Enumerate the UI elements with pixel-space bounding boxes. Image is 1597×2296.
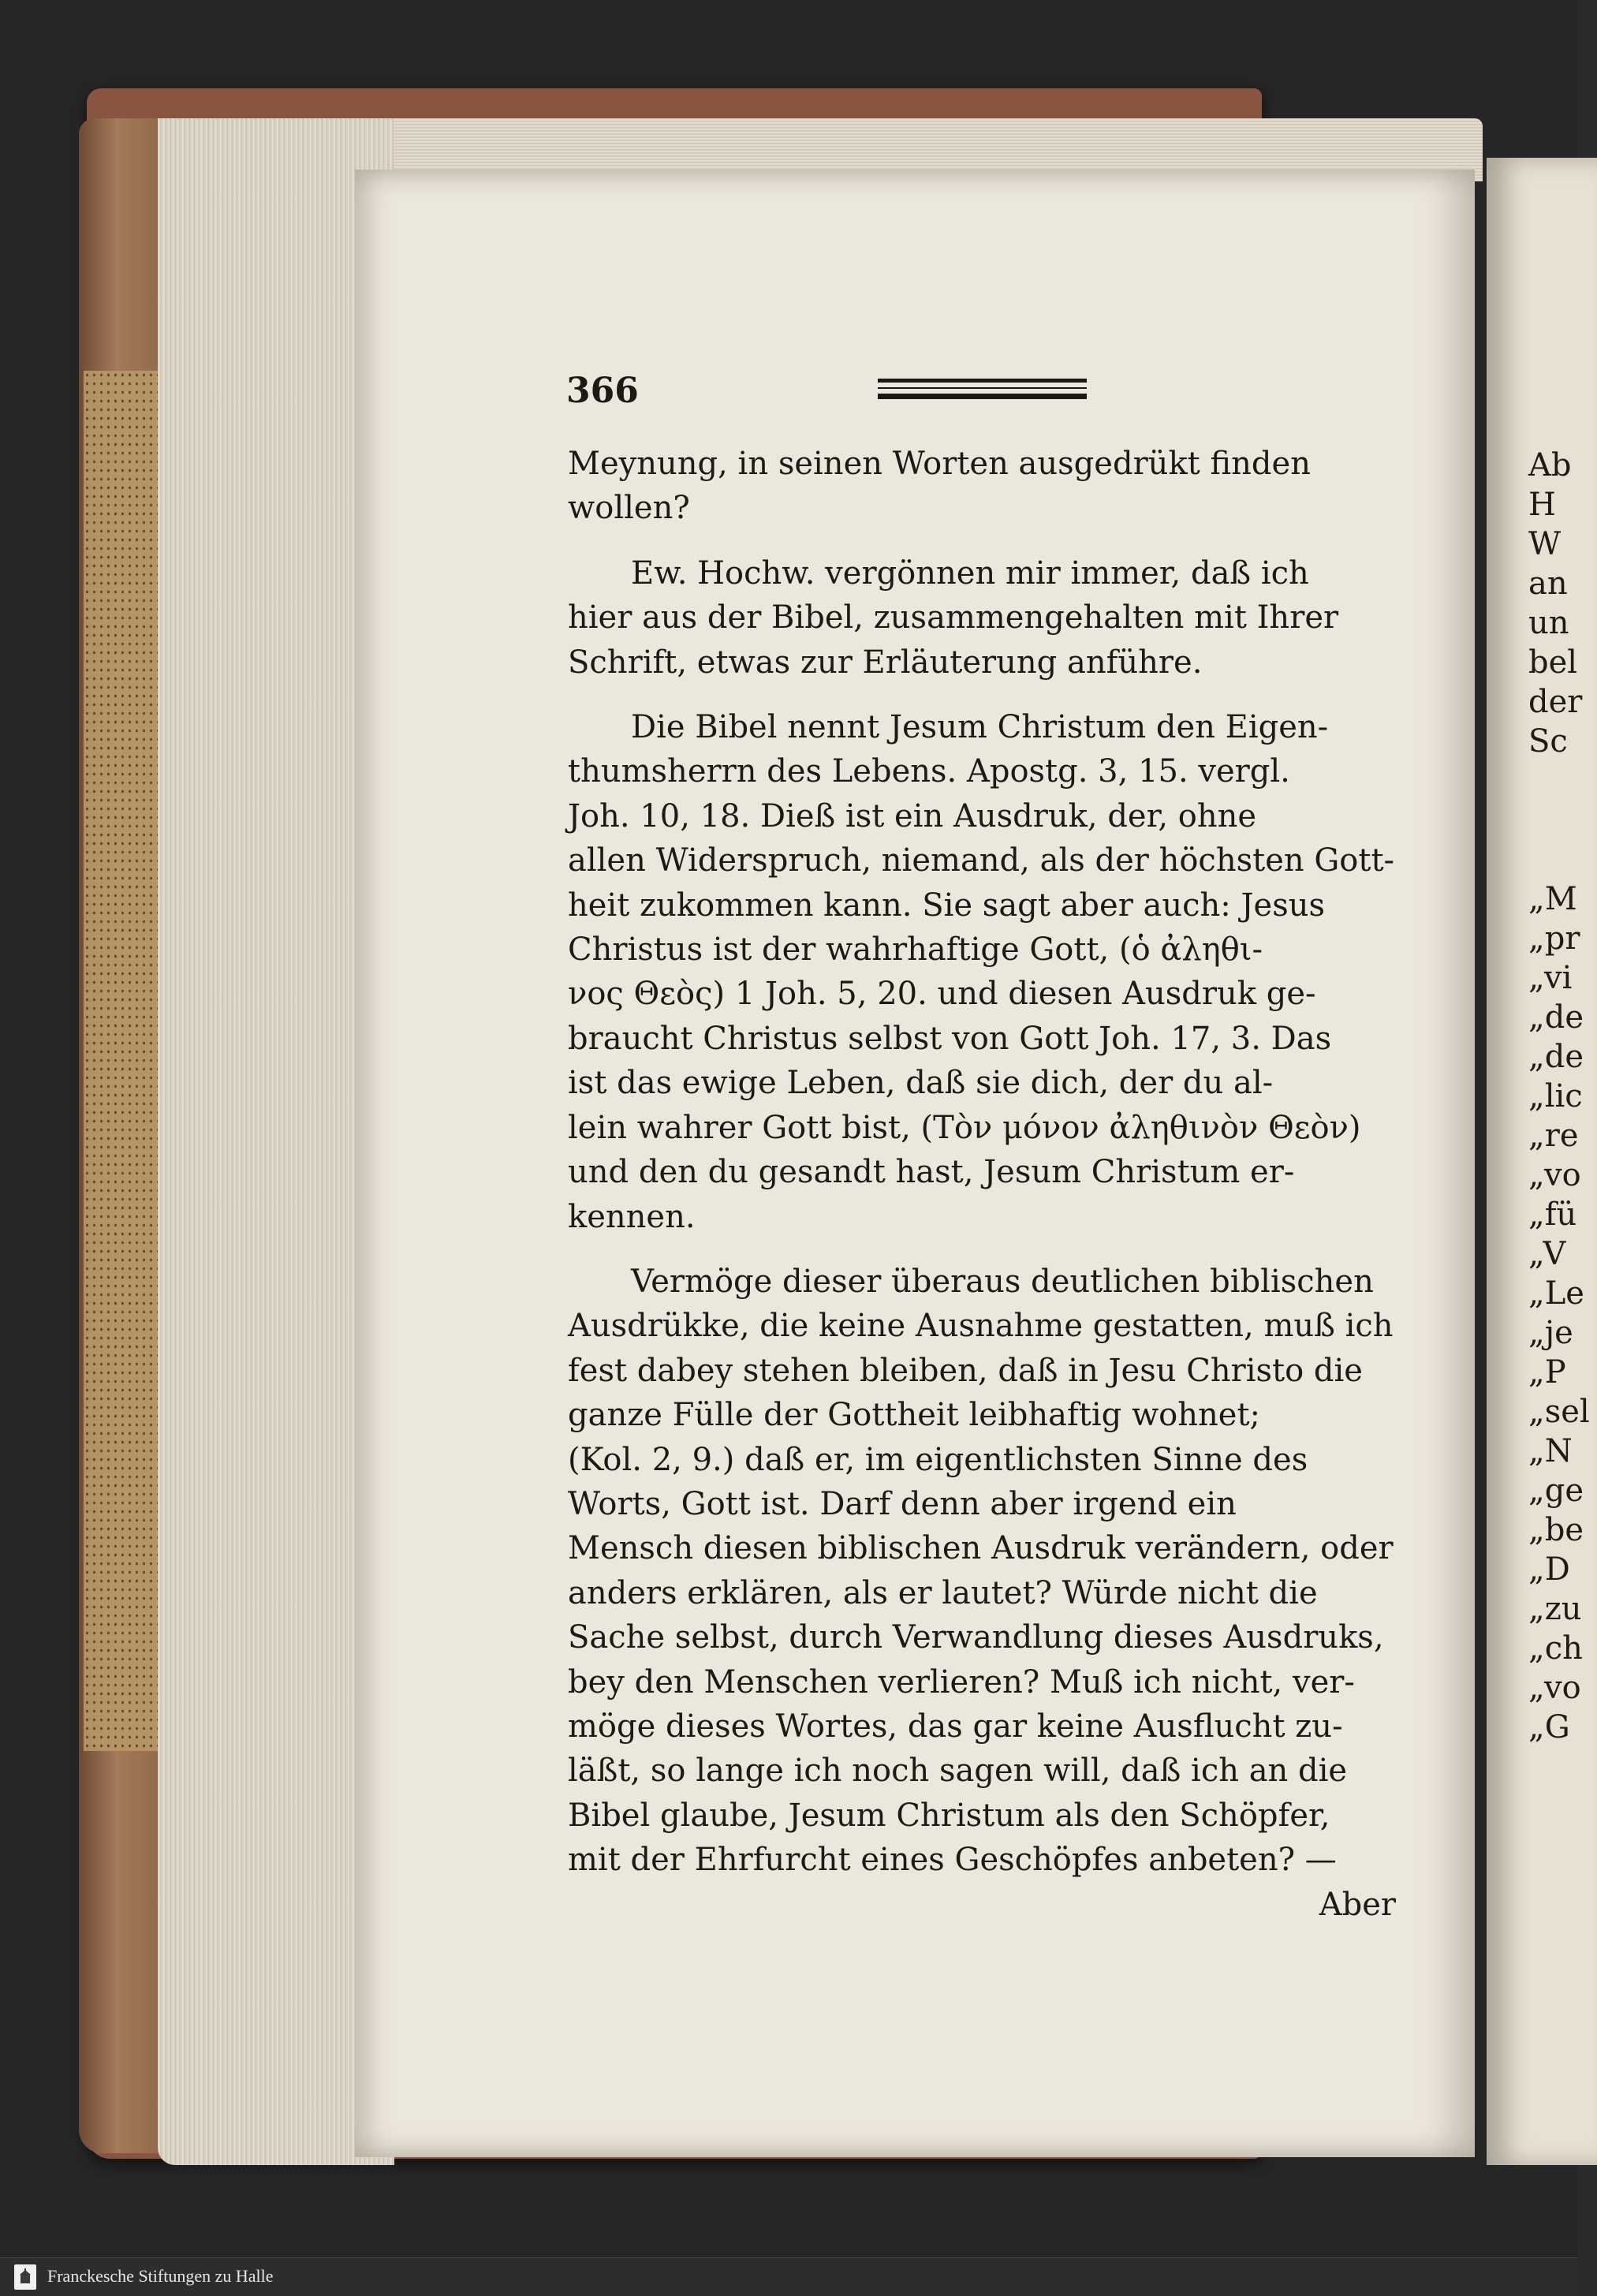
text-line: ganze Fülle der Gottheit leibhaftig wohnet; (568, 1397, 1261, 1434)
facing-line-fragment (1528, 761, 1584, 879)
text-line: hier aus der Bibel, zusammengehalten mit Ihrer (568, 599, 1339, 637)
text-line: wollen? (568, 490, 690, 527)
text-line: ist das ewige Leben, daß sie dich, der du al- (568, 1065, 1274, 1102)
facing-line-fragment: „je (1528, 1315, 1573, 1351)
text-line: Sache selbst, durch Verwandlung dieses Ausdruks, (568, 1619, 1384, 1656)
text-line: mit der Ehrfurcht eines Geschöpfes anbeten? — (568, 1842, 1337, 1879)
facing-line-fragment: „de (1528, 1039, 1584, 1075)
text-line: Bibel glaube, Jesum Christum als den Schöpfer, (568, 1797, 1330, 1834)
facing-line-fragment: bel (1528, 644, 1578, 681)
facing-line-fragment: an (1528, 566, 1568, 602)
facing-line-fragment: „ch (1528, 1630, 1583, 1667)
paragraph (568, 1260, 1404, 1883)
paragraph (568, 551, 1404, 685)
header-ornament-rule (878, 379, 1087, 399)
text-line: heit zukommen kann. Sie sagt aber auch: Jesus (568, 887, 1326, 924)
facing-line-fragment: „de (1528, 999, 1584, 1036)
text-line: kennen. (568, 1198, 696, 1235)
facing-line-fragment: „N (1528, 1433, 1573, 1469)
facing-line-fragment: „re (1528, 1118, 1579, 1154)
text-line: thumsherrn des Lebens. Apostg. 3, 15. vergl. (568, 753, 1290, 790)
facing-line-fragment: „vi (1528, 960, 1573, 996)
text-line: νος Θεὸς) 1 Joh. 5, 20. und diesen Ausdruk ge- (568, 976, 1316, 1013)
text-line: möge dieses Wortes, das gar keine Ausflucht zu- (568, 1708, 1343, 1745)
facing-line-fragment: Sc (1528, 723, 1568, 760)
facing-line-fragment: „V (1528, 1236, 1566, 1272)
text-line: Mensch diesen biblischen Ausdruk verändern, oder (568, 1530, 1394, 1567)
text-line: Worts, Gott ist. Darf denn aber irgend ein (568, 1485, 1237, 1522)
facing-line-fragment: W (1528, 526, 1562, 562)
page-number: 366 (566, 371, 639, 411)
text-line: Ausdrükke, die keine Ausnahme gestatten, muß ich (568, 1308, 1394, 1345)
text-line: braucht Christus selbst von Gott Joh. 17, 3. Das (568, 1020, 1332, 1057)
paragraph (568, 442, 1404, 531)
text-line: fest dabey stehen bleiben, daß in Jesu Christo die (568, 1352, 1363, 1389)
text-line: bey den Menschen verlieren? Muß ich nicht, ver- (568, 1663, 1355, 1701)
text-line: Die Bibel nennt Jesum Christum den Eigen- (631, 709, 1329, 746)
facing-line-fragment: „D (1528, 1551, 1570, 1588)
catchword: Aber (1319, 1886, 1396, 1923)
text-line: läßt, so lange ich noch sagen will, daß ich an die (568, 1753, 1348, 1790)
text-line: lein wahrer Gott bist, (Τὸν μόνον ἀληθινὸν Θεὸν) (568, 1109, 1361, 1146)
text-line: anders erklären, als er lautet? Würde nicht die (568, 1574, 1318, 1611)
facing-line-fragment: „zu (1528, 1591, 1582, 1627)
text-line: (Kol. 2, 9.) daß er, im eigentlichsten Sinne des (568, 1441, 1308, 1478)
facing-line-fragment: „fü (1528, 1197, 1577, 1233)
institution-name: Franckesche Stiftungen zu Halle (47, 2266, 274, 2286)
page-body-text (568, 442, 1404, 1927)
facing-line-fragment: „ge (1528, 1473, 1584, 1509)
text-line: Meynung, in seinen Worten ausgedrükt finden (568, 446, 1311, 482)
facing-line-fragment: „G (1528, 1709, 1570, 1745)
text-line: Christus ist der wahrhaftige Gott, (ὁ ἀληθι- (568, 931, 1263, 969)
text-line: Vermöge dieser überaus deutlichen biblischen (631, 1263, 1374, 1300)
institution-logo-icon (14, 2264, 36, 2290)
facing-page-text (1528, 446, 1590, 1747)
facing-line-fragment: H (1528, 487, 1556, 523)
text-line: Ew. Hochw. vergönnen mir immer, daß ich (631, 554, 1309, 592)
facing-line-fragment: „sel (1528, 1394, 1590, 1430)
facing-line-fragment: „vo (1528, 1670, 1581, 1706)
facing-line-fragment: „Le (1528, 1275, 1584, 1312)
facing-line-fragment: „P (1528, 1354, 1566, 1391)
facing-line-fragment: un (1528, 605, 1569, 641)
page-header (566, 371, 1426, 418)
facing-line-fragment: der (1528, 684, 1583, 720)
facing-line-fragment: „be (1528, 1512, 1584, 1548)
text-line: Schrift, etwas zur Erläuterung anführe. (568, 644, 1203, 681)
viewer-footer (0, 2257, 1577, 2296)
facing-line-fragment: „pr (1528, 920, 1580, 957)
facing-line-fragment: Ab (1528, 447, 1572, 483)
facing-line-fragment: „M (1528, 881, 1577, 917)
text-line: Joh. 10, 18. Dieß ist ein Ausdruk, der, ohne (568, 797, 1257, 834)
text-line: und den du gesandt hast, Jesum Christum er- (568, 1154, 1295, 1191)
facing-line-fragment: „lic (1528, 1078, 1583, 1114)
paragraph (568, 705, 1404, 1239)
building-icon (20, 2268, 31, 2284)
facing-line-fragment: „vo (1528, 1157, 1581, 1193)
text-line: allen Widerspruch, niemand, als der höchsten Gott- (568, 842, 1395, 879)
